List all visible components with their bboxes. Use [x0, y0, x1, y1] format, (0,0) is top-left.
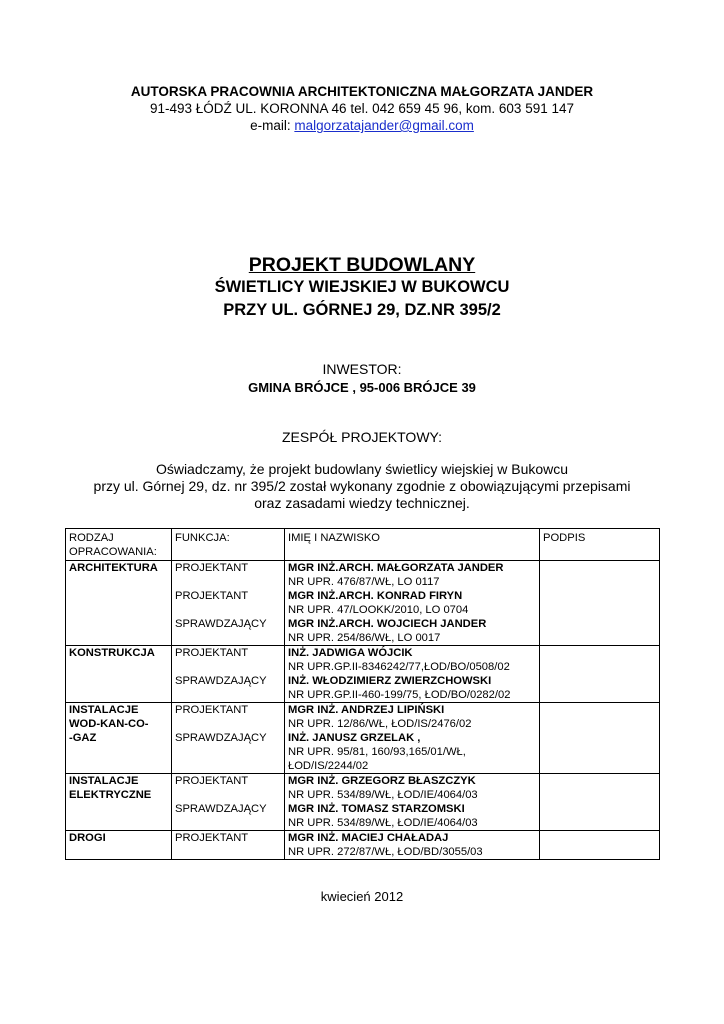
investor-value: GMINA BRÓJCE , 95-006 BRÓJCE 39 [248, 380, 476, 395]
function-label [175, 717, 281, 731]
person-name: MGR INŻ.ARCH. WOJCIECH JANDER [288, 618, 487, 630]
license-number: NR UPR. 476/87/WŁ, LO 0117 [288, 576, 440, 588]
declaration-line: oraz zasadami wiedzy technicznej. [254, 495, 470, 511]
person-name: INŻ. JADWIGA WÓJCIK [288, 647, 413, 659]
investor-label: INWESTOR: [322, 361, 402, 377]
table-row [66, 646, 660, 703]
function-cell [172, 831, 285, 860]
function-label [175, 745, 281, 759]
document-subtitle-1: ŚWIETLICY WIEJSKIEJ W BUKOWCU [214, 278, 510, 296]
header-cell: FUNKCJA: [172, 529, 285, 561]
function-label: SPRAWDZAJĄCY [175, 803, 267, 815]
license-number: NR UPR. 47/LOOKK/2010, LO 0704 [288, 604, 469, 616]
function-label: SPRAWDZAJĄCY [175, 618, 267, 630]
license-number: NR UPR. 272/87/WŁ, ŁOD/BD/3055/03 [288, 846, 483, 858]
function-label: PROJEKTANT [175, 704, 249, 716]
table-row [66, 703, 660, 774]
document-title: PROJEKT BUDOWLANY [248, 254, 476, 276]
person-name: MGR INŻ. GRZEGORZ BŁASZCZYK [288, 775, 476, 787]
function-label: PROJEKTANT [175, 562, 249, 574]
function-label: PROJEKTANT [175, 647, 249, 659]
signature-cell [540, 774, 660, 831]
function-label [175, 603, 281, 617]
person-name: MGR INŻ. ANDRZEJ LIPIŃSKI [288, 704, 445, 716]
function-label [175, 845, 281, 859]
table-row [66, 561, 660, 646]
license-number: ŁOD/IS/2244/02 [288, 760, 369, 772]
firm-email-line [0, 118, 724, 133]
function-label: PROJEKTANT [175, 775, 249, 787]
function-label [175, 759, 281, 773]
document-date: kwiecień 2012 [320, 889, 404, 904]
declaration-line: Oświadczamy, że projekt budowlany świetlicy wiejskiej w Bukowcu [155, 461, 569, 477]
category-cell [66, 646, 172, 703]
function-label [175, 631, 281, 645]
declaration [0, 461, 724, 512]
signature-cell [540, 646, 660, 703]
table-row [66, 831, 660, 860]
category-cell [66, 561, 172, 646]
category-label: ARCHITEKTURA [69, 562, 158, 574]
function-cell [172, 774, 285, 831]
function-label: PROJEKTANT [175, 590, 249, 602]
function-cell [172, 703, 285, 774]
signature-cell [540, 703, 660, 774]
document-subtitle-2: PRZY UL. GÓRNEJ 29, DZ.NR 395/2 [223, 301, 501, 319]
person-cell [285, 561, 540, 646]
table-row [66, 774, 660, 831]
person-cell [285, 703, 540, 774]
category-label: KONSTRUKCJA [69, 647, 155, 659]
person-name: MGR INŻ.ARCH. KONRAD FIRYN [288, 590, 463, 602]
person-name: MGR INŻ. TOMASZ STARZOMSKI [288, 803, 465, 815]
category-label: ELEKTRYCZNE [69, 789, 152, 801]
table-header-row [66, 529, 660, 561]
design-team-table [65, 528, 660, 860]
category-label: DROGI [69, 832, 106, 844]
email-link[interactable]: malgorzatajander@gmail.com [294, 118, 474, 133]
function-cell [172, 646, 285, 703]
person-name: INŻ. WŁODZIMIERZ ZWIERZCHOWSKI [288, 675, 492, 687]
firm-address: 91-493 ŁÓDŹ UL. KORONNA 46 tel. 042 659 45 96, kom. 603 591 147 [149, 101, 574, 116]
function-label [175, 575, 281, 589]
function-label [175, 788, 281, 802]
declaration-line: przy ul. Górnej 29, dz. nr 395/2 został wykonany zgodnie z obowiązującymi przepisami [93, 478, 631, 494]
category-label: INSTALACJE [69, 775, 139, 787]
person-name: INŻ. JANUSZ GRZELAK , [288, 732, 421, 744]
signature-cell [540, 561, 660, 646]
team-label: ZESPÓŁ PROJEKTOWY: [281, 429, 442, 445]
category-label: WOD-KAN-CO- [69, 718, 149, 730]
category-cell [66, 774, 172, 831]
header-cell: IMIĘ I NAZWISKO [285, 529, 540, 561]
function-label [175, 660, 281, 674]
category-cell [66, 703, 172, 774]
function-label: PROJEKTANT [175, 832, 249, 844]
person-cell [285, 646, 540, 703]
category-cell [66, 831, 172, 860]
function-label: SPRAWDZAJĄCY [175, 732, 267, 744]
license-number: NR UPR. 254/86/WŁ, LO 0017 [288, 632, 441, 644]
signature-cell [540, 831, 660, 860]
license-number: NR UPR.GP.II-460-199/75, ŁOD/BO/0282/02 [288, 689, 511, 701]
function-label [175, 688, 281, 702]
category-label: INSTALACJE [69, 704, 139, 716]
license-number: NR UPR. 534/89/WŁ, ŁOD/IE/4064/03 [288, 817, 478, 829]
email-label: e-mail: [250, 118, 295, 133]
function-label: SPRAWDZAJĄCY [175, 675, 267, 687]
person-name: MGR INŻ. MACIEJ CHAŁADAJ [288, 832, 449, 844]
firm-name: AUTORSKA PRACOWNIA ARCHITEKTONICZNA MAŁGORZATA JANDER [130, 84, 594, 99]
header-cell: PODPIS [540, 529, 660, 561]
license-number: NR UPR.GP.II-8346242/77,ŁOD/BO/0508/02 [288, 661, 510, 673]
category-label: -GAZ [69, 732, 97, 744]
license-number: NR UPR. 534/89/WŁ, ŁOD/IE/4064/03 [288, 789, 478, 801]
person-cell [285, 831, 540, 860]
function-label [175, 816, 281, 830]
header-cell: RODZAJ OPRACOWANIA: [66, 529, 172, 561]
license-number: NR UPR. 12/86/WŁ, ŁOD/IS/2476/02 [288, 718, 472, 730]
person-name: MGR INŻ.ARCH. MAŁGORZATA JANDER [288, 562, 504, 574]
license-number: NR UPR. 95/81, 160/93,165/01/WŁ, [288, 746, 466, 758]
function-cell [172, 561, 285, 646]
person-cell [285, 774, 540, 831]
